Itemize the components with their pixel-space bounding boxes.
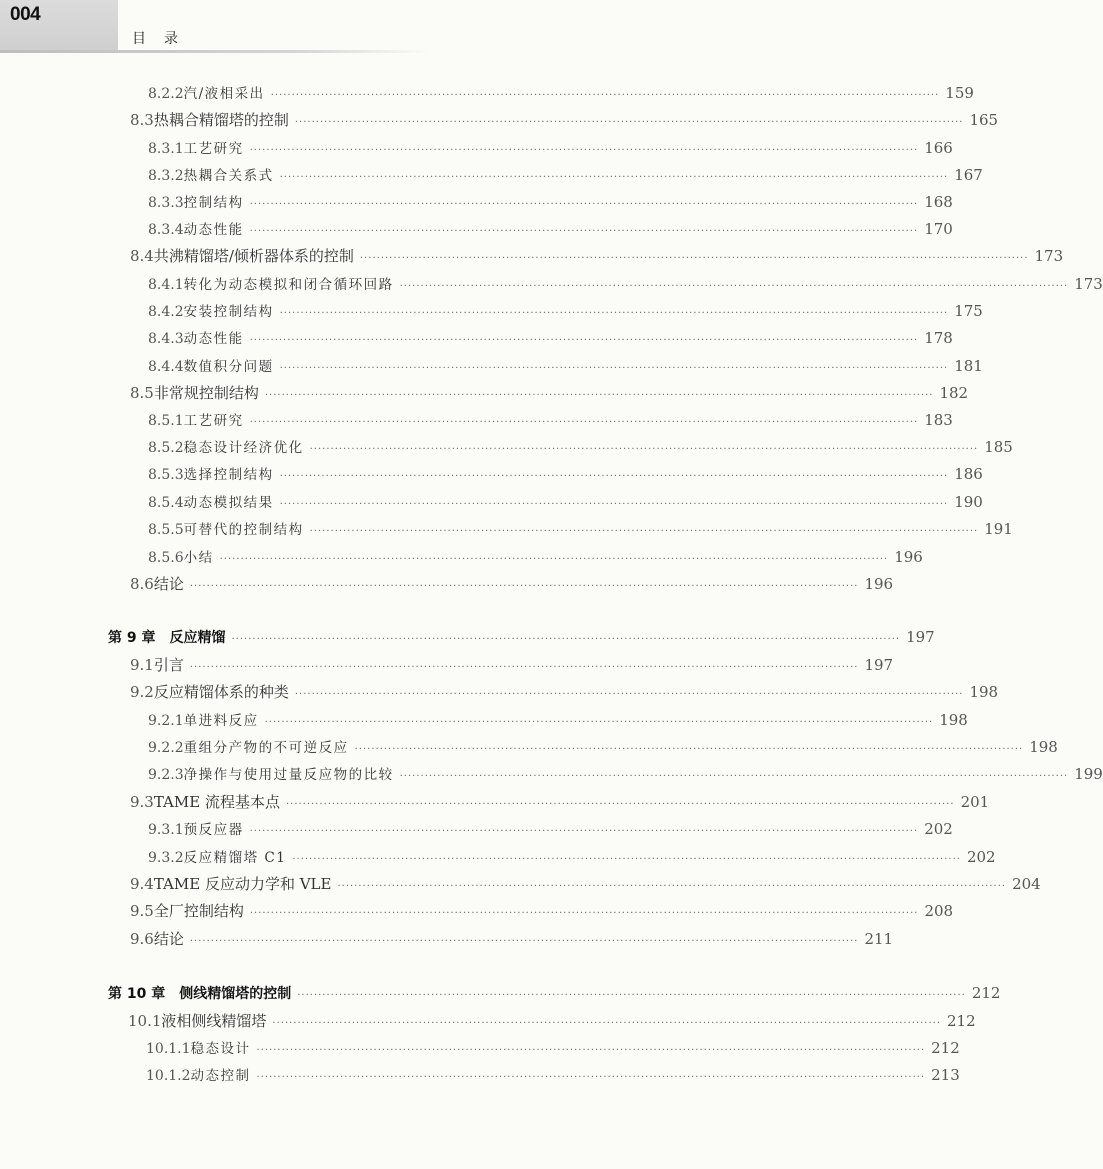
toc-entry-title: 反应精馏塔 C1 [183, 850, 287, 866]
toc-page-number: 159 [945, 84, 974, 102]
toc-entry-number: 9.5 [130, 902, 154, 920]
toc-page-number: 182 [939, 384, 969, 402]
toc-entry-row[interactable] [130, 109, 999, 131]
toc-page-number: 173 [1034, 247, 1064, 265]
toc-entry-title: 侧线精馏塔的控制 [179, 986, 292, 1002]
leader-dots: ································································································································································ [399, 281, 1069, 292]
toc-entry-title: 汽/液相采出 [183, 86, 265, 102]
toc-entry-number: 第 9 章 [108, 630, 156, 646]
toc-entry-title: 选择控制结构 [183, 467, 274, 483]
leader-dots: ································································································································································ [279, 308, 949, 319]
leader-dots: ································································································································································ [249, 417, 919, 428]
toc-entry-number: 8.4 [130, 247, 154, 265]
toc-entry-row[interactable] [130, 245, 1064, 267]
section-title: 目录 [132, 31, 196, 47]
toc-entry-title: 重组分产物的不可逆反应 [183, 740, 349, 756]
leader-dots: ································································································································································ [189, 581, 859, 592]
toc-entry-title: 结论 [153, 575, 184, 593]
toc-entry-row[interactable] [128, 1010, 976, 1032]
toc-entry-row[interactable] [148, 137, 953, 159]
toc-entry-number: 8.4.3 [148, 331, 184, 347]
toc-entry-title: 动态性能 [183, 331, 244, 347]
toc-entry-row[interactable] [148, 191, 953, 213]
page-number: 004 [10, 4, 41, 25]
toc-entry-title: 液相侧线精馏塔 [161, 1012, 267, 1030]
leader-dots: ································································································································································ [309, 444, 979, 455]
toc-entry-number: 9.2.1 [148, 713, 184, 729]
toc-entry-number: 8.2.2 [148, 86, 184, 102]
toc-entry-number: 8.3 [130, 111, 154, 129]
toc-entry-row[interactable] [148, 463, 983, 485]
toc-entry-row[interactable] [148, 436, 1013, 458]
toc-page-number: 204 [1012, 875, 1041, 893]
toc-page-number: 197 [906, 628, 935, 646]
toc-entry-title: 数值积分问题 [183, 359, 274, 375]
toc-entry-title: 净操作与使用过量反应物的比较 [183, 767, 394, 783]
toc-entry-number: 10.1 [128, 1012, 162, 1030]
toc-entry-title: 小结 [183, 550, 214, 566]
toc-entry-title: 热耦合精馏塔的控制 [153, 111, 289, 129]
toc-entry-title: 动态模拟结果 [183, 495, 274, 511]
toc-page-number: 168 [924, 193, 953, 211]
toc-entry-row[interactable] [130, 873, 1041, 895]
toc-entry-title: 可替代的控制结构 [183, 522, 304, 538]
toc-entry-number: 8.5 [130, 384, 154, 402]
toc-page-number: 197 [864, 656, 894, 674]
toc-page-number: 198 [1029, 738, 1058, 756]
leader-dots: ································································································································································ [279, 172, 949, 183]
toc-entry-title: 动态性能 [183, 222, 244, 238]
toc-entry-row[interactable] [148, 546, 923, 568]
toc-entry-row[interactable] [130, 900, 954, 922]
toc-page-number: 173 [1074, 275, 1103, 293]
toc-page-number: 202 [924, 820, 953, 838]
toc-page-number: 201 [960, 793, 990, 811]
toc-entry-row[interactable] [148, 82, 974, 104]
leader-dots: ································································································································································ [249, 335, 919, 346]
toc-entry-number: 10.1.2 [146, 1068, 191, 1084]
leader-dots: ································································································································································ [249, 145, 919, 156]
toc-entry-number: 8.3.1 [148, 141, 184, 157]
toc-page-number: 191 [984, 520, 1013, 538]
toc-entry-number: 8.4.2 [148, 304, 184, 320]
toc-page-number: 185 [984, 438, 1013, 456]
toc-entry-title: 稳态设计 [190, 1041, 251, 1057]
toc-entry-row[interactable] [148, 736, 1058, 758]
toc-entry-number: 8.5.3 [148, 467, 184, 483]
leader-dots: ································································································································································ [264, 717, 934, 728]
toc-entry-number: 9.3 [130, 793, 154, 811]
toc-page-number: 198 [939, 711, 968, 729]
leader-dots: ································································································································································ [249, 908, 919, 919]
leader-dots: ································································································································································ [231, 634, 901, 645]
toc-entry-title: 工艺研究 [183, 141, 244, 157]
toc-page-number: 198 [969, 683, 999, 701]
leader-dots: ································································································································································ [297, 990, 966, 1001]
leader-dots: ································································································································································ [337, 881, 1007, 892]
header-rule [0, 50, 430, 53]
toc-page-number: 178 [924, 329, 953, 347]
toc-page-number: 170 [924, 220, 953, 238]
leader-dots: ································································································································································ [219, 554, 889, 565]
toc-entry-row[interactable] [148, 818, 953, 840]
toc-page-number: 183 [924, 411, 953, 429]
toc-entry-row[interactable] [146, 1064, 960, 1086]
toc-entry-number: 8.5.1 [148, 413, 184, 429]
toc-page-number: 212 [931, 1039, 960, 1057]
toc-entry-row[interactable] [130, 791, 990, 813]
toc-entry-number: 9.3.1 [148, 822, 184, 838]
toc-entry-title: 控制结构 [183, 195, 244, 211]
toc-entry-title: 预反应器 [183, 822, 244, 838]
toc-page-number: 212 [971, 984, 1001, 1002]
toc-entry-title: 安装控制结构 [183, 304, 274, 320]
toc-entry-title: 热耦合关系式 [183, 168, 274, 184]
page-number-box [0, 0, 118, 52]
toc-page-number: 212 [947, 1012, 976, 1030]
toc-entry-title: 非常规控制结构 [153, 384, 259, 402]
leader-dots: ································································································································································ [249, 226, 919, 237]
toc-entry-row[interactable] [148, 763, 1103, 785]
toc-entry-row[interactable] [148, 518, 1013, 540]
toc-entry-title: 引言 [153, 656, 184, 674]
leader-dots: ································································································································································ [399, 771, 1069, 782]
toc-page-number: 211 [864, 930, 894, 948]
toc-page-number: 196 [894, 548, 923, 566]
toc-page-number: 186 [954, 465, 983, 483]
toc-entry-number: 8.3.4 [148, 222, 184, 238]
toc-page-number: 181 [954, 357, 983, 375]
toc-entry-row[interactable] [148, 846, 996, 868]
toc-entry-title: 结论 [153, 930, 184, 948]
leader-dots: ································································································································································ [189, 662, 859, 673]
toc-entry-number: 8.6 [130, 575, 154, 593]
toc-entry-row[interactable] [146, 1037, 960, 1059]
toc-entry-title: 反应精馏体系的种类 [153, 683, 289, 701]
toc-entry-number: 9.6 [130, 930, 154, 948]
toc-page-number: 196 [864, 575, 894, 593]
leader-dots: ································································································································································ [279, 499, 949, 510]
toc-entry-row[interactable] [148, 327, 953, 349]
leader-dots: ································································································································································ [249, 826, 919, 837]
toc-entry-number: 8.5.4 [148, 495, 184, 511]
toc-page-number: 199 [1074, 765, 1103, 783]
toc-entry-number: 8.5.2 [148, 440, 184, 456]
toc-entry-number: 9.4 [130, 875, 154, 893]
leader-dots: ································································································································································ [359, 253, 1029, 264]
leader-dots: ································································································································································ [279, 363, 949, 374]
leader-dots: ································································································································································ [294, 117, 964, 128]
toc-page-number: 175 [954, 302, 983, 320]
toc-entry-title: 转化为动态模拟和闭合循环回路 [183, 277, 394, 293]
leader-dots: ································································································································································ [354, 744, 1024, 755]
toc-entry-title: 反应精馏 [169, 630, 226, 646]
toc-entry-title: 单进料反应 [183, 713, 259, 729]
toc-entry-row[interactable] [130, 928, 894, 950]
toc-entry-row[interactable] [148, 491, 983, 513]
leader-dots: ································································································································································ [294, 689, 964, 700]
leader-dots: ································································································································································ [256, 1045, 926, 1056]
toc-entry-number: 第 10 章 [108, 986, 166, 1002]
toc-entry-number: 8.3.3 [148, 195, 184, 211]
toc-entry-row[interactable] [148, 709, 968, 731]
toc-entry-row[interactable] [148, 355, 983, 377]
toc-entry-row[interactable] [130, 654, 894, 676]
toc-entry-number: 8.4.4 [148, 359, 184, 375]
toc-entry-title: 工艺研究 [183, 413, 244, 429]
toc-entry-row[interactable] [148, 300, 983, 322]
toc-entry-title: 全厂控制结构 [153, 902, 244, 920]
toc-page-number: 167 [954, 166, 983, 184]
toc-chapter-row[interactable] [108, 627, 935, 649]
toc-page-number: 165 [969, 111, 999, 129]
leader-dots: ································································································································································ [309, 526, 979, 537]
leader-dots: ································································································································································ [189, 936, 859, 947]
toc-entry-row[interactable] [148, 218, 953, 240]
toc-entry-title: 共沸精馏塔/倾析器体系的控制 [153, 247, 354, 265]
toc-entry-title: TAME 流程基本点 [153, 793, 280, 811]
toc-page-number: 208 [924, 902, 954, 920]
leader-dots: ································································································································································ [264, 390, 934, 401]
leader-dots: ································································································································································ [285, 799, 955, 810]
toc-entry-title: 动态控制 [190, 1068, 251, 1084]
toc-entry-number: 8.3.2 [148, 168, 184, 184]
toc-entry-number: 9.1 [130, 656, 154, 674]
page-header [0, 0, 827, 52]
toc-chapter-row[interactable] [108, 983, 1001, 1005]
toc-entry-number: 9.3.2 [148, 850, 184, 866]
toc-entry-number: 9.2.2 [148, 740, 184, 756]
toc-entry-title: 稳态设计经济优化 [183, 440, 304, 456]
toc-page-number: 213 [931, 1066, 960, 1084]
toc-entry-number: 8.5.5 [148, 522, 184, 538]
toc-entry-title: TAME 反应动力学和 VLE [153, 875, 332, 893]
leader-dots: ································································································································································ [256, 1072, 926, 1083]
toc-entry-number: 8.4.1 [148, 277, 184, 293]
leader-dots: ································································································································································ [249, 199, 919, 210]
leader-dots: ································································································································································ [270, 90, 940, 101]
toc-entry-row[interactable] [148, 273, 1103, 295]
leader-dots: ································································································································································ [292, 854, 961, 865]
toc-entry-row[interactable] [130, 573, 894, 595]
toc-entry-number: 8.5.6 [148, 550, 184, 566]
toc-page-number: 202 [966, 848, 996, 866]
leader-dots: ································································································································································ [279, 471, 949, 482]
toc-entry-row[interactable] [148, 164, 983, 186]
toc-entry-row[interactable] [130, 382, 969, 404]
toc-entry-row[interactable] [148, 409, 953, 431]
toc-entry-row[interactable] [130, 681, 999, 703]
toc-entry-number: 9.2 [130, 683, 154, 701]
toc-page-number: 190 [954, 493, 983, 511]
toc-page-number: 166 [924, 139, 953, 157]
toc-entry-number: 10.1.1 [146, 1041, 191, 1057]
leader-dots: ································································································································································ [272, 1018, 942, 1029]
toc-entry-number: 9.2.3 [148, 767, 184, 783]
